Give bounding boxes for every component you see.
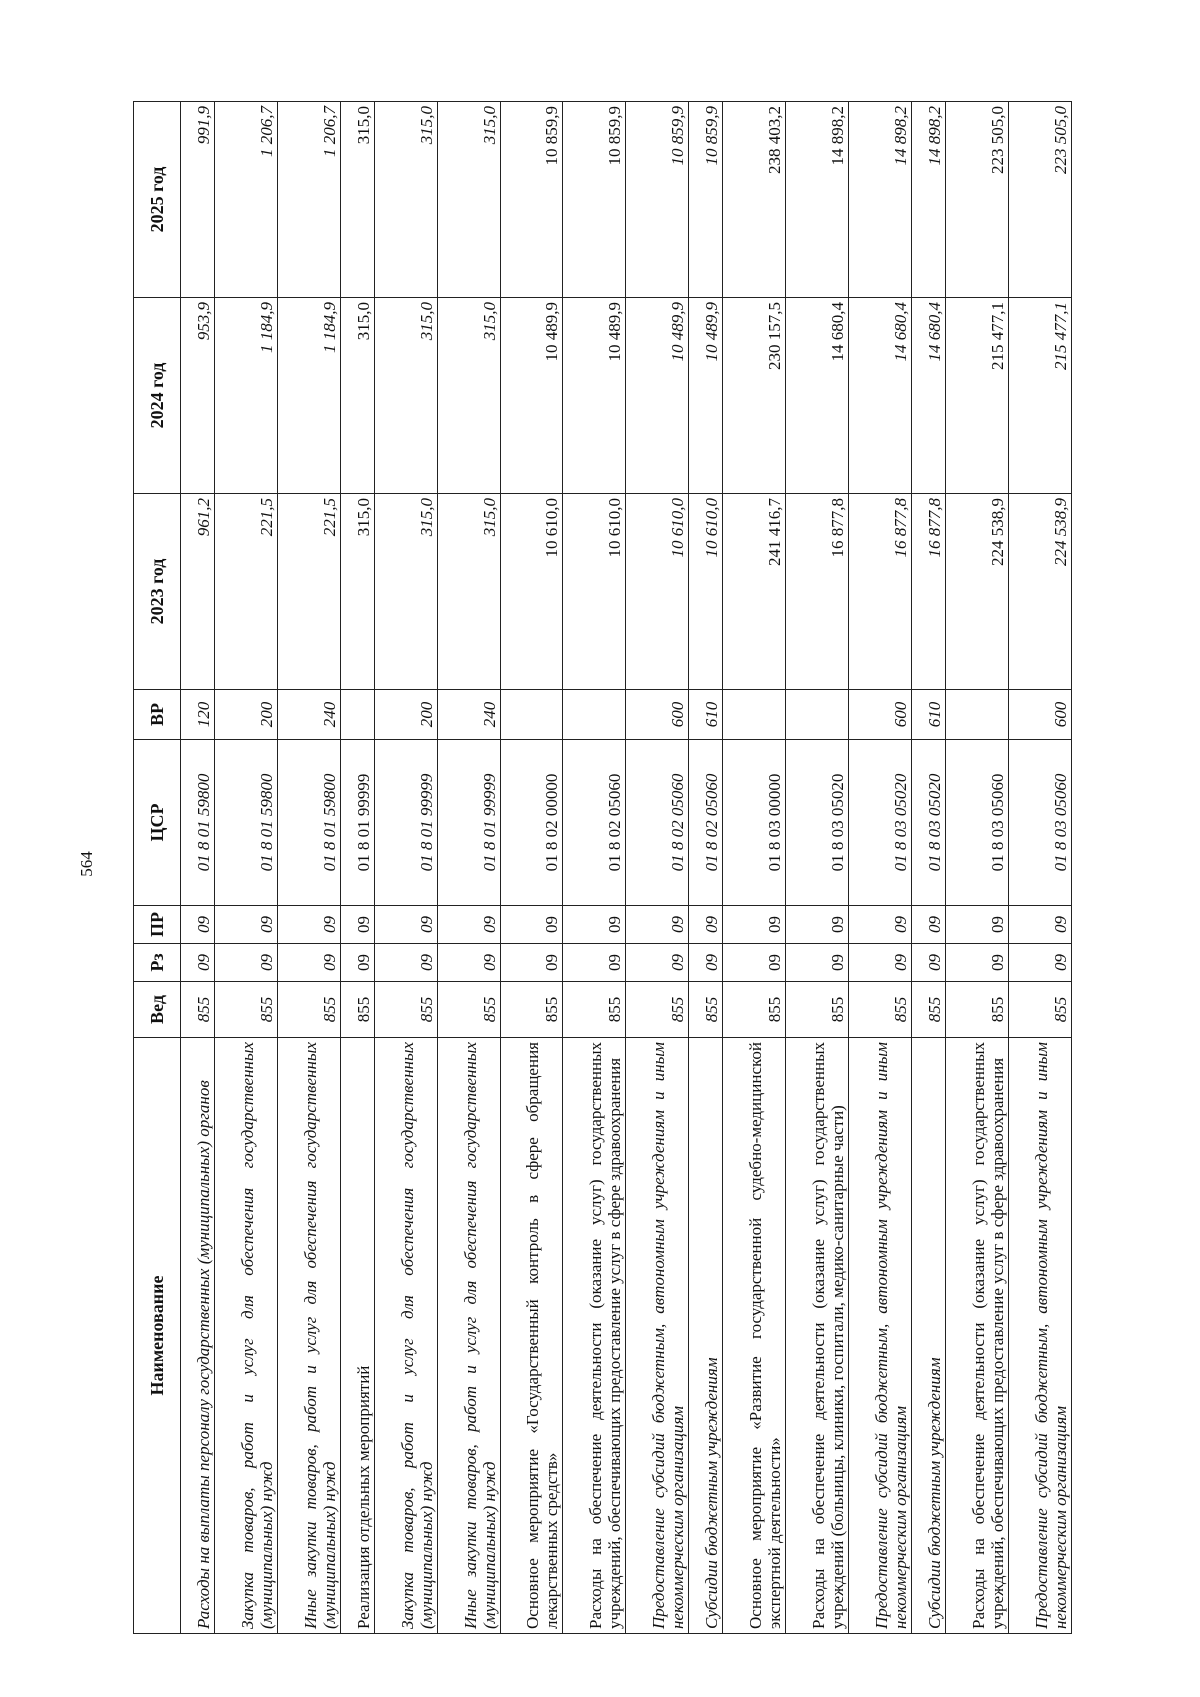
cell-ved: 855 xyxy=(723,982,786,1038)
cell-2025: 315,0 xyxy=(340,102,374,298)
cell-name: Закупка товаров, работ и услуг для обеспечения государственных (муниципальных) нужд xyxy=(214,1038,277,1634)
cell-2023: 10 610,0 xyxy=(689,494,723,690)
cell-2023: 16 877,8 xyxy=(786,494,849,690)
cell-2025: 223 505,0 xyxy=(945,102,1008,298)
cell-csr: 01 8 01 99999 xyxy=(374,740,437,906)
cell-rz: 09 xyxy=(437,944,500,982)
cell-2023: 221,5 xyxy=(277,494,340,690)
cell-csr: 01 8 01 59800 xyxy=(214,740,277,906)
cell-vr xyxy=(786,690,849,740)
table-row xyxy=(689,102,723,1634)
cell-2025: 1 206,7 xyxy=(214,102,277,298)
table-header-row xyxy=(134,102,181,1634)
cell-rz: 09 xyxy=(277,944,340,982)
table-row xyxy=(945,102,1008,1634)
cell-pr: 09 xyxy=(500,906,563,944)
cell-2024: 215 477,1 xyxy=(1008,298,1071,494)
header-vr: ВР xyxy=(134,690,181,740)
cell-name: Субсидии бюджетным учреждениям xyxy=(912,1038,946,1634)
cell-csr: 01 8 03 05020 xyxy=(912,740,946,906)
cell-vr: 610 xyxy=(689,690,723,740)
cell-vr xyxy=(723,690,786,740)
cell-rz: 09 xyxy=(849,944,912,982)
header-pr: ПР xyxy=(134,906,181,944)
cell-vr xyxy=(340,690,374,740)
cell-vr xyxy=(500,690,563,740)
cell-csr: 01 8 03 05060 xyxy=(945,740,1008,906)
cell-ved: 855 xyxy=(277,982,340,1038)
cell-csr: 01 8 03 05020 xyxy=(849,740,912,906)
cell-2024: 215 477,1 xyxy=(945,298,1008,494)
cell-rz: 09 xyxy=(181,944,215,982)
cell-name: Предоставление субсидий бюджетным, автономным учреждениям и иным некоммерческим организациям xyxy=(849,1038,912,1634)
header-2025: 2025 год xyxy=(134,102,181,298)
cell-name: Расходы на обеспечение деятельности (оказание услуг) государственных учреждений, обеспечивающих предоставление услуг в сфере здравоохранения xyxy=(945,1038,1008,1634)
cell-2024: 10 489,9 xyxy=(626,298,689,494)
cell-name: Предоставление субсидий бюджетным, автономным учреждениям и иным некоммерческим организациям xyxy=(626,1038,689,1634)
cell-2025: 14 898,2 xyxy=(849,102,912,298)
cell-2024: 10 489,9 xyxy=(689,298,723,494)
cell-ved: 855 xyxy=(912,982,946,1038)
cell-name: Расходы на обеспечение деятельности (оказание услуг) государственных учреждений (больницы, клиники, госпитали, медико-санитарные части) xyxy=(786,1038,849,1634)
cell-csr: 01 8 02 05060 xyxy=(689,740,723,906)
cell-pr: 09 xyxy=(277,906,340,944)
cell-2024: 315,0 xyxy=(374,298,437,494)
table-row xyxy=(500,102,563,1634)
cell-2025: 14 898,2 xyxy=(912,102,946,298)
cell-pr: 09 xyxy=(945,906,1008,944)
cell-ved: 855 xyxy=(340,982,374,1038)
cell-2023: 224 538,9 xyxy=(945,494,1008,690)
table-row xyxy=(563,102,626,1634)
cell-vr: 600 xyxy=(1008,690,1071,740)
cell-rz: 09 xyxy=(945,944,1008,982)
table-row xyxy=(912,102,946,1634)
cell-vr: 240 xyxy=(277,690,340,740)
header-rz: Рз xyxy=(134,944,181,982)
cell-pr: 09 xyxy=(723,906,786,944)
cell-vr: 240 xyxy=(437,690,500,740)
cell-ved: 855 xyxy=(374,982,437,1038)
cell-csr: 01 8 03 00000 xyxy=(723,740,786,906)
cell-rz: 09 xyxy=(374,944,437,982)
table-row xyxy=(277,102,340,1634)
table-container xyxy=(133,102,1072,1634)
table-row xyxy=(437,102,500,1634)
cell-ved: 855 xyxy=(563,982,626,1038)
cell-2023: 961,2 xyxy=(181,494,215,690)
header-name: Наименование xyxy=(134,1038,181,1634)
cell-csr: 01 8 02 00000 xyxy=(500,740,563,906)
cell-2025: 14 898,2 xyxy=(786,102,849,298)
cell-rz: 09 xyxy=(689,944,723,982)
cell-name: Иные закупки товаров, работ и услуг для обеспечения государственных (муниципальных) нужд xyxy=(277,1038,340,1634)
table-row xyxy=(1008,102,1071,1634)
cell-vr xyxy=(563,690,626,740)
cell-2023: 315,0 xyxy=(437,494,500,690)
cell-2025: 315,0 xyxy=(437,102,500,298)
table-row xyxy=(786,102,849,1634)
page-number: 564 xyxy=(77,851,96,877)
cell-2025: 223 505,0 xyxy=(1008,102,1071,298)
cell-pr: 09 xyxy=(1008,906,1071,944)
cell-name: Расходы на выплаты персоналу государственных (муниципальных) органов xyxy=(181,1038,215,1634)
table-row xyxy=(181,102,215,1634)
cell-name: Иные закупки товаров, работ и услуг для обеспечения государственных (муниципальных) нужд xyxy=(437,1038,500,1634)
cell-2023: 315,0 xyxy=(374,494,437,690)
cell-2023: 221,5 xyxy=(214,494,277,690)
cell-2024: 1 184,9 xyxy=(277,298,340,494)
cell-2023: 10 610,0 xyxy=(626,494,689,690)
cell-csr: 01 8 03 05020 xyxy=(786,740,849,906)
cell-2023: 16 877,8 xyxy=(849,494,912,690)
cell-vr: 600 xyxy=(626,690,689,740)
table-row xyxy=(214,102,277,1634)
cell-2024: 1 184,9 xyxy=(214,298,277,494)
header-csr: ЦСР xyxy=(134,740,181,906)
cell-pr: 09 xyxy=(849,906,912,944)
cell-2024: 315,0 xyxy=(340,298,374,494)
cell-pr: 09 xyxy=(626,906,689,944)
cell-csr: 01 8 02 05060 xyxy=(563,740,626,906)
cell-ved: 855 xyxy=(786,982,849,1038)
cell-name: Основное мероприятие «Государственный контроль в сфере обращения лекарственных средств» xyxy=(500,1038,563,1634)
cell-2024: 14 680,4 xyxy=(786,298,849,494)
cell-2024: 10 489,9 xyxy=(500,298,563,494)
cell-ved: 855 xyxy=(626,982,689,1038)
table-row xyxy=(723,102,786,1634)
table-row xyxy=(626,102,689,1634)
cell-rz: 09 xyxy=(340,944,374,982)
cell-vr: 200 xyxy=(214,690,277,740)
cell-pr: 09 xyxy=(786,906,849,944)
cell-name: Расходы на обеспечение деятельности (оказание услуг) государственных учреждений, обеспечивающих предоставление услуг в сфере здравоохранения xyxy=(563,1038,626,1634)
cell-2023: 10 610,0 xyxy=(563,494,626,690)
cell-ved: 855 xyxy=(1008,982,1071,1038)
header-2023: 2023 год xyxy=(134,494,181,690)
cell-ved: 855 xyxy=(849,982,912,1038)
table-row xyxy=(340,102,374,1634)
table-row xyxy=(374,102,437,1634)
cell-rz: 09 xyxy=(563,944,626,982)
cell-rz: 09 xyxy=(912,944,946,982)
cell-2024: 14 680,4 xyxy=(849,298,912,494)
cell-2023: 315,0 xyxy=(340,494,374,690)
cell-2024: 14 680,4 xyxy=(912,298,946,494)
header-2024: 2024 год xyxy=(134,298,181,494)
cell-rz: 09 xyxy=(500,944,563,982)
cell-2025: 10 859,9 xyxy=(500,102,563,298)
cell-rz: 09 xyxy=(626,944,689,982)
cell-rz: 09 xyxy=(214,944,277,982)
cell-2025: 991,9 xyxy=(181,102,215,298)
cell-2023: 241 416,7 xyxy=(723,494,786,690)
cell-ved: 855 xyxy=(437,982,500,1038)
cell-2025: 238 403,2 xyxy=(723,102,786,298)
cell-name: Реализация отдельных мероприятий xyxy=(340,1038,374,1634)
cell-2025: 315,0 xyxy=(374,102,437,298)
cell-csr: 01 8 01 99999 xyxy=(437,740,500,906)
cell-vr xyxy=(945,690,1008,740)
cell-rz: 09 xyxy=(723,944,786,982)
cell-name: Предоставление субсидий бюджетным, автономным учреждениям и иным некоммерческим организациям xyxy=(1008,1038,1071,1634)
cell-vr: 120 xyxy=(181,690,215,740)
header-ved: Вед xyxy=(134,982,181,1038)
cell-2024: 230 157,5 xyxy=(723,298,786,494)
cell-csr: 01 8 01 59800 xyxy=(181,740,215,906)
cell-pr: 09 xyxy=(437,906,500,944)
cell-ved: 855 xyxy=(181,982,215,1038)
cell-pr: 09 xyxy=(912,906,946,944)
cell-pr: 09 xyxy=(563,906,626,944)
cell-ved: 855 xyxy=(945,982,1008,1038)
cell-2023: 16 877,8 xyxy=(912,494,946,690)
cell-pr: 09 xyxy=(340,906,374,944)
cell-2023: 10 610,0 xyxy=(500,494,563,690)
cell-ved: 855 xyxy=(689,982,723,1038)
cell-csr: 01 8 01 99999 xyxy=(340,740,374,906)
cell-ved: 855 xyxy=(214,982,277,1038)
cell-2025: 1 206,7 xyxy=(277,102,340,298)
cell-name: Субсидии бюджетным учреждениям xyxy=(689,1038,723,1634)
cell-2024: 315,0 xyxy=(437,298,500,494)
cell-2025: 10 859,9 xyxy=(689,102,723,298)
cell-vr: 200 xyxy=(374,690,437,740)
table-row xyxy=(849,102,912,1634)
cell-rz: 09 xyxy=(786,944,849,982)
cell-ved: 855 xyxy=(500,982,563,1038)
budget-table xyxy=(133,101,1072,1634)
cell-2023: 224 538,9 xyxy=(1008,494,1071,690)
table-body xyxy=(181,102,1072,1634)
cell-csr: 01 8 01 59800 xyxy=(277,740,340,906)
cell-2025: 10 859,9 xyxy=(626,102,689,298)
cell-pr: 09 xyxy=(214,906,277,944)
cell-2025: 10 859,9 xyxy=(563,102,626,298)
cell-pr: 09 xyxy=(689,906,723,944)
cell-pr: 09 xyxy=(181,906,215,944)
cell-vr: 610 xyxy=(912,690,946,740)
cell-name: Основное мероприятие «Развитие государственной судебно-медицинской экспертной деятельности» xyxy=(723,1038,786,1634)
cell-2024: 10 489,9 xyxy=(563,298,626,494)
cell-vr: 600 xyxy=(849,690,912,740)
cell-rz: 09 xyxy=(1008,944,1071,982)
cell-2024: 953,9 xyxy=(181,298,215,494)
cell-csr: 01 8 02 05060 xyxy=(626,740,689,906)
cell-name: Закупка товаров, работ и услуг для обеспечения государственных (муниципальных) нужд xyxy=(374,1038,437,1634)
cell-pr: 09 xyxy=(374,906,437,944)
cell-csr: 01 8 03 05060 xyxy=(1008,740,1071,906)
